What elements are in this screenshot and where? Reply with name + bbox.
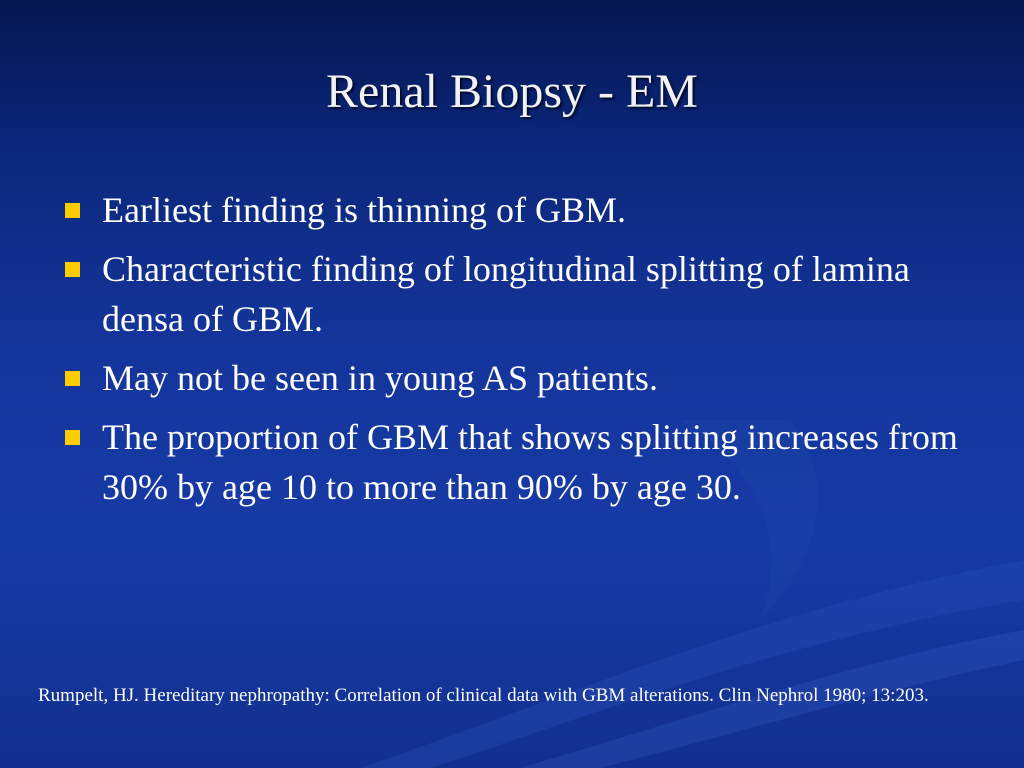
bullet-text: May not be seen in young AS patients. (102, 358, 658, 398)
bullet-item (62, 412, 982, 512)
square-bullet-icon (65, 203, 80, 218)
square-bullet-icon (65, 430, 80, 445)
citation-footnote: Rumpelt, HJ. Hereditary nephropathy: Correlation of clinical data with GBM alterations. Clin Nephrol 1980; 13:203. (38, 685, 929, 706)
bullet-text: The proportion of GBM that shows splitting increases from 30% by age 10 to more than 90% by age 30. (102, 417, 958, 507)
square-bullet-icon (65, 262, 80, 277)
bullet-text: Characteristic finding of longitudinal splitting of lamina densa of GBM. (102, 249, 910, 339)
bullet-list (62, 185, 982, 521)
square-bullet-icon (65, 371, 80, 386)
bullet-text: Earliest finding is thinning of GBM. (102, 190, 626, 230)
bullet-item (62, 244, 982, 344)
bullet-item (62, 353, 982, 403)
bullet-item (62, 185, 982, 235)
slide-title: Renal Biopsy - EM (326, 65, 698, 118)
